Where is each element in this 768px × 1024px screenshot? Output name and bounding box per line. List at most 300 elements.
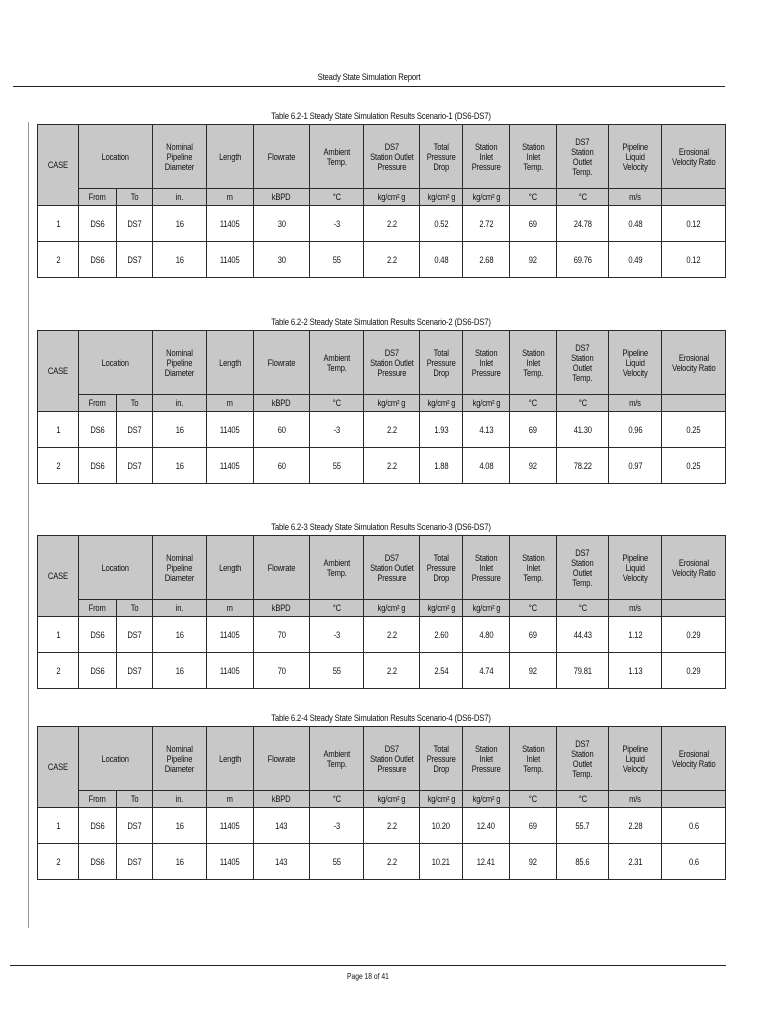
table-cell bbox=[153, 653, 207, 689]
table-cell bbox=[364, 206, 420, 242]
outlet-temp-header-text: DS7 Station Outlet Temp. bbox=[571, 547, 594, 588]
inlet-pressure-header-text: Station Inlet Pressure bbox=[471, 347, 501, 378]
ambient-unit-text: °C bbox=[332, 398, 341, 408]
inlet-temp-unit-text: °C bbox=[528, 192, 538, 202]
table-cell-text: 4.08 bbox=[478, 460, 494, 471]
table-cell bbox=[310, 242, 364, 278]
table-cell bbox=[38, 448, 79, 484]
table-cell-text: 69 bbox=[528, 218, 538, 229]
table-cell-text: DS7 bbox=[127, 254, 142, 265]
results-table-block bbox=[37, 712, 725, 880]
outlet-temp-unit-text: °C bbox=[578, 398, 587, 408]
table-cell-text: 1 bbox=[55, 424, 61, 435]
page-number: Page 18 of 41 bbox=[347, 972, 389, 981]
table-cell bbox=[117, 448, 153, 484]
ambient-temp-header bbox=[310, 536, 364, 600]
results-table bbox=[37, 330, 726, 484]
results-table bbox=[37, 124, 726, 278]
table-cell bbox=[79, 448, 117, 484]
table-cell-text: 69.76 bbox=[573, 254, 592, 265]
table-cell bbox=[463, 448, 510, 484]
length-unit bbox=[207, 600, 254, 617]
table-cell bbox=[463, 844, 510, 880]
length-header bbox=[207, 125, 254, 189]
length-unit-text: m bbox=[226, 398, 234, 408]
table-cell-text: 16 bbox=[175, 665, 184, 676]
outlet-pressure-header bbox=[364, 536, 420, 600]
table-cell bbox=[662, 242, 726, 278]
table-cell-text: 11405 bbox=[220, 820, 240, 831]
table-cell-text: DS6 bbox=[90, 665, 105, 676]
location-header bbox=[79, 727, 153, 791]
inlet-pressure-unit-text: kg/cm² g bbox=[472, 794, 500, 804]
outlet-pressure-unit bbox=[364, 189, 420, 206]
table-cell-text: DS7 bbox=[127, 629, 142, 640]
table-cell bbox=[310, 653, 364, 689]
to-subheader-text: To bbox=[130, 603, 139, 613]
length-unit-text: m bbox=[226, 794, 234, 804]
results-table-block bbox=[37, 521, 725, 689]
table-cell-text: 10.21 bbox=[431, 856, 451, 867]
velocity-unit bbox=[609, 189, 662, 206]
velocity-header bbox=[609, 125, 662, 189]
flowrate-unit bbox=[254, 395, 310, 412]
table-cell bbox=[420, 412, 463, 448]
table-cell-text: 16 bbox=[175, 629, 184, 640]
diameter-unit-text: in. bbox=[175, 398, 184, 408]
table-row bbox=[38, 844, 726, 880]
table-caption: Table 6.2-3 Steady State Simulation Results Scenario-3 (DS6-DS7) bbox=[271, 522, 491, 532]
table-cell bbox=[254, 448, 310, 484]
flowrate-header bbox=[254, 331, 310, 395]
table-cell bbox=[463, 412, 510, 448]
erosional-ratio-header bbox=[662, 536, 726, 600]
table-cell bbox=[609, 808, 662, 844]
pressure-drop-header-text: Total Pressure Drop bbox=[426, 347, 456, 378]
header-row bbox=[38, 536, 726, 600]
ambient-temp-header-text: Ambient Temp. bbox=[323, 748, 350, 769]
table-cell-text: 24.78 bbox=[573, 218, 592, 229]
table-cell bbox=[254, 653, 310, 689]
table-cell-text: DS7 bbox=[127, 665, 142, 676]
table-cell-text: 55 bbox=[332, 254, 341, 265]
table-cell-text: 2.28 bbox=[627, 820, 643, 831]
table-cell-text: 16 bbox=[175, 424, 184, 435]
table-cell bbox=[557, 808, 609, 844]
table-cell-text: 1.88 bbox=[433, 460, 449, 471]
from-subheader bbox=[79, 395, 117, 412]
table-cell-text: 2.2 bbox=[386, 629, 397, 640]
table-cell-text: DS7 bbox=[127, 856, 142, 867]
pressure-drop-unit bbox=[420, 791, 463, 808]
inlet-temp-unit bbox=[510, 791, 557, 808]
table-cell-text: 12.41 bbox=[476, 856, 496, 867]
pressure-drop-header bbox=[420, 331, 463, 395]
diameter-unit bbox=[153, 395, 207, 412]
table-cell-text: 2 bbox=[55, 254, 61, 265]
report-title: Steady State Simulation Report bbox=[317, 72, 421, 82]
table-cell-text: 11405 bbox=[220, 218, 240, 229]
table-cell bbox=[557, 617, 609, 653]
velocity-unit bbox=[609, 600, 662, 617]
results-table-block bbox=[37, 110, 725, 278]
outlet-pressure-header-text: DS7 Station Outlet Pressure bbox=[369, 141, 414, 172]
table-cell bbox=[510, 448, 557, 484]
table-cell-text: 4.74 bbox=[478, 665, 494, 676]
erosional-ratio-header bbox=[662, 727, 726, 791]
inlet-pressure-unit bbox=[463, 395, 510, 412]
inlet-pressure-unit bbox=[463, 791, 510, 808]
outlet-pressure-header-text: DS7 Station Outlet Pressure bbox=[369, 347, 414, 378]
table-cell bbox=[38, 808, 79, 844]
table-cell bbox=[117, 617, 153, 653]
table-cell bbox=[662, 412, 726, 448]
location-header bbox=[79, 331, 153, 395]
table-cell-text: 1.12 bbox=[627, 629, 643, 640]
units-row bbox=[38, 395, 726, 412]
inlet-pressure-header-text: Station Inlet Pressure bbox=[471, 743, 501, 774]
inlet-pressure-unit-text: kg/cm² g bbox=[472, 603, 500, 613]
inlet-temp-header bbox=[510, 536, 557, 600]
case-header-text: CASE bbox=[48, 571, 68, 581]
table-cell bbox=[557, 412, 609, 448]
table-cell-text: 16 bbox=[175, 254, 184, 265]
table-cell bbox=[79, 653, 117, 689]
outlet-pressure-header-text: DS7 Station Outlet Pressure bbox=[369, 552, 414, 583]
table-cell-text: 143 bbox=[275, 856, 288, 867]
case-header bbox=[38, 536, 79, 617]
table-cell-text: 11405 bbox=[220, 665, 240, 676]
table-cell-text: 2.2 bbox=[386, 460, 397, 471]
table-cell-text: -3 bbox=[333, 218, 340, 229]
table-cell-text: 55 bbox=[332, 856, 341, 867]
table-cell-text: 16 bbox=[175, 218, 184, 229]
inlet-pressure-header bbox=[463, 125, 510, 189]
table-cell bbox=[609, 844, 662, 880]
flowrate-header-text: Flowrate bbox=[267, 562, 296, 573]
outlet-pressure-unit bbox=[364, 395, 420, 412]
results-table bbox=[37, 726, 726, 880]
case-header bbox=[38, 125, 79, 206]
table-row bbox=[38, 412, 726, 448]
velocity-header-text: Pipeline Liquid Velocity bbox=[622, 552, 648, 583]
table-cell bbox=[364, 448, 420, 484]
table-cell-text: 11405 bbox=[220, 424, 240, 435]
to-subheader-text: To bbox=[130, 794, 139, 804]
velocity-header-text: Pipeline Liquid Velocity bbox=[622, 347, 648, 378]
table-cell-text: 78.22 bbox=[573, 460, 592, 471]
outlet-pressure-unit-text: kg/cm² g bbox=[377, 192, 406, 202]
from-subheader-text: From bbox=[89, 794, 106, 804]
table-cell bbox=[117, 844, 153, 880]
inlet-temp-unit-text: °C bbox=[528, 794, 538, 804]
inlet-temp-header bbox=[510, 727, 557, 791]
pressure-drop-header bbox=[420, 125, 463, 189]
outlet-temp-unit bbox=[557, 791, 609, 808]
inlet-temp-unit-text: °C bbox=[528, 398, 538, 408]
table-cell bbox=[207, 653, 254, 689]
table-cell bbox=[510, 617, 557, 653]
case-header-text: CASE bbox=[48, 160, 68, 170]
ambient-unit bbox=[310, 791, 364, 808]
table-cell-text: 1 bbox=[55, 629, 61, 640]
table-cell-text: 16 bbox=[175, 856, 184, 867]
header-row bbox=[38, 331, 726, 395]
table-cell bbox=[117, 242, 153, 278]
outlet-temp-header bbox=[557, 727, 609, 791]
table-cell-text: 11405 bbox=[220, 856, 240, 867]
length-unit-text: m bbox=[226, 603, 234, 613]
table-cell bbox=[254, 242, 310, 278]
table-row bbox=[38, 242, 726, 278]
table-cell bbox=[364, 808, 420, 844]
case-header bbox=[38, 727, 79, 808]
erosional-unit bbox=[662, 791, 726, 808]
table-cell bbox=[310, 844, 364, 880]
table-cell bbox=[153, 617, 207, 653]
table-cell-text: 69 bbox=[528, 629, 538, 640]
inlet-temp-unit bbox=[510, 189, 557, 206]
pressure-drop-unit-text: kg/cm² g bbox=[427, 398, 455, 408]
pressure-drop-unit-text: kg/cm² g bbox=[427, 192, 455, 202]
table-cell bbox=[207, 844, 254, 880]
table-cell bbox=[609, 448, 662, 484]
length-unit bbox=[207, 395, 254, 412]
diameter-header bbox=[153, 536, 207, 600]
table-cell bbox=[364, 653, 420, 689]
table-cell bbox=[117, 412, 153, 448]
table-cell-text: 11405 bbox=[220, 629, 240, 640]
table-cell bbox=[510, 412, 557, 448]
from-subheader-text: From bbox=[89, 603, 106, 613]
velocity-unit-text: m/s bbox=[629, 794, 641, 804]
erosional-ratio-header-text: Erosional Velocity Ratio bbox=[671, 146, 716, 167]
table-cell bbox=[662, 808, 726, 844]
table-cell bbox=[510, 653, 557, 689]
erosional-unit bbox=[662, 600, 726, 617]
table-cell-text: 143 bbox=[275, 820, 288, 831]
pressure-drop-header bbox=[420, 727, 463, 791]
velocity-unit-text: m/s bbox=[629, 398, 641, 408]
table-cell bbox=[420, 808, 463, 844]
table-cell-text: 2.2 bbox=[386, 856, 397, 867]
table-cell-text: 16 bbox=[175, 820, 184, 831]
table-cell-text: 70 bbox=[277, 665, 286, 676]
outlet-pressure-header bbox=[364, 125, 420, 189]
outlet-temp-header-text: DS7 Station Outlet Temp. bbox=[571, 136, 594, 177]
from-subheader bbox=[79, 791, 117, 808]
table-cell-text: 1.93 bbox=[433, 424, 449, 435]
table-cell bbox=[463, 617, 510, 653]
length-unit bbox=[207, 189, 254, 206]
table-cell bbox=[557, 206, 609, 242]
erosional-ratio-header bbox=[662, 331, 726, 395]
table-cell-text: 0.48 bbox=[627, 218, 643, 229]
table-cell bbox=[79, 206, 117, 242]
to-subheader bbox=[117, 600, 153, 617]
inlet-temp-header-text: Station Inlet Temp. bbox=[521, 552, 545, 583]
table-cell bbox=[117, 808, 153, 844]
inlet-pressure-header bbox=[463, 727, 510, 791]
table-cell-text: 12.40 bbox=[476, 820, 496, 831]
ambient-unit-text: °C bbox=[332, 192, 341, 202]
table-cell-text: 2.2 bbox=[386, 820, 397, 831]
from-subheader-text: From bbox=[89, 398, 106, 408]
table-cell bbox=[662, 206, 726, 242]
location-header bbox=[79, 536, 153, 600]
header-row bbox=[38, 125, 726, 189]
table-cell-text: 41.30 bbox=[573, 424, 592, 435]
length-header bbox=[207, 727, 254, 791]
table-cell bbox=[79, 412, 117, 448]
outlet-temp-unit bbox=[557, 189, 609, 206]
length-unit bbox=[207, 791, 254, 808]
ambient-unit-text: °C bbox=[332, 603, 341, 613]
ambient-unit bbox=[310, 189, 364, 206]
from-subheader bbox=[79, 189, 117, 206]
erosional-ratio-header-text: Erosional Velocity Ratio bbox=[671, 557, 716, 578]
units-row bbox=[38, 600, 726, 617]
table-cell-text: 70 bbox=[277, 629, 286, 640]
header-row bbox=[38, 727, 726, 791]
table-cell bbox=[364, 617, 420, 653]
to-subheader-text: To bbox=[130, 192, 139, 202]
case-header-text: CASE bbox=[48, 762, 68, 772]
inlet-pressure-unit bbox=[463, 600, 510, 617]
table-cell-text: -3 bbox=[333, 629, 340, 640]
flowrate-unit-text: kBPD bbox=[272, 603, 291, 613]
table-cell-text: 30 bbox=[277, 218, 286, 229]
flowrate-unit bbox=[254, 791, 310, 808]
table-cell-text: 2.2 bbox=[386, 218, 397, 229]
table-cell-text: 2.72 bbox=[478, 218, 494, 229]
ambient-temp-header-text: Ambient Temp. bbox=[323, 352, 350, 373]
inlet-temp-header-text: Station Inlet Temp. bbox=[521, 743, 545, 774]
table-cell bbox=[207, 242, 254, 278]
inlet-temp-header-text: Station Inlet Temp. bbox=[521, 347, 545, 378]
table-cell-text: 4.80 bbox=[478, 629, 494, 640]
table-cell bbox=[38, 617, 79, 653]
table-cell-text: 55.7 bbox=[575, 820, 590, 831]
table-cell bbox=[79, 808, 117, 844]
table-cell bbox=[153, 808, 207, 844]
table-cell bbox=[207, 617, 254, 653]
table-cell-text: 0.12 bbox=[686, 254, 701, 265]
case-header-text: CASE bbox=[48, 366, 68, 376]
location-header-text: Location bbox=[101, 151, 130, 162]
table-cell-text: 10.20 bbox=[431, 820, 451, 831]
erosional-unit bbox=[662, 395, 726, 412]
table-cell bbox=[510, 242, 557, 278]
table-cell-text: 2.2 bbox=[386, 424, 397, 435]
ambient-temp-header bbox=[310, 727, 364, 791]
outlet-temp-header-text: DS7 Station Outlet Temp. bbox=[571, 342, 594, 383]
inlet-pressure-unit-text: kg/cm² g bbox=[472, 398, 500, 408]
table-cell bbox=[463, 242, 510, 278]
table-cell-text: 1.13 bbox=[627, 665, 643, 676]
table-cell bbox=[420, 206, 463, 242]
to-subheader-text: To bbox=[130, 398, 139, 408]
velocity-header bbox=[609, 536, 662, 600]
table-cell bbox=[364, 844, 420, 880]
to-subheader bbox=[117, 189, 153, 206]
table-cell-text: 69 bbox=[528, 820, 538, 831]
table-cell bbox=[38, 653, 79, 689]
table-cell bbox=[38, 844, 79, 880]
inlet-temp-header-text: Station Inlet Temp. bbox=[521, 141, 545, 172]
outlet-pressure-unit-text: kg/cm² g bbox=[377, 794, 406, 804]
table-cell-text: 0.52 bbox=[433, 218, 449, 229]
table-cell bbox=[609, 206, 662, 242]
diameter-header bbox=[153, 125, 207, 189]
table-cell-text: 1 bbox=[55, 820, 61, 831]
table-cell bbox=[310, 617, 364, 653]
flowrate-header bbox=[254, 125, 310, 189]
table-cell-text: 16 bbox=[175, 460, 184, 471]
table-cell bbox=[557, 844, 609, 880]
table-cell bbox=[420, 844, 463, 880]
table-cell bbox=[153, 448, 207, 484]
outlet-temp-unit bbox=[557, 395, 609, 412]
outlet-temp-unit bbox=[557, 600, 609, 617]
table-cell bbox=[38, 242, 79, 278]
table-cell-text: 92 bbox=[528, 665, 538, 676]
table-cell-text: DS6 bbox=[90, 629, 105, 640]
outlet-pressure-unit bbox=[364, 791, 420, 808]
table-cell bbox=[207, 808, 254, 844]
outlet-temp-header-text: DS7 Station Outlet Temp. bbox=[571, 738, 594, 779]
length-header-text: Length bbox=[218, 753, 242, 764]
table-cell-text: 0.29 bbox=[686, 629, 701, 640]
to-subheader bbox=[117, 791, 153, 808]
table-cell bbox=[310, 808, 364, 844]
diameter-unit-text: in. bbox=[175, 603, 184, 613]
table-row bbox=[38, 808, 726, 844]
table-cell bbox=[510, 808, 557, 844]
table-cell-text: 92 bbox=[528, 254, 538, 265]
from-subheader bbox=[79, 600, 117, 617]
erosional-unit bbox=[662, 189, 726, 206]
units-row bbox=[38, 189, 726, 206]
table-cell bbox=[310, 448, 364, 484]
table-cell-text: 55 bbox=[332, 460, 341, 471]
table-cell-text: 1 bbox=[55, 218, 61, 229]
location-header-text: Location bbox=[101, 357, 130, 368]
pressure-drop-header-text: Total Pressure Drop bbox=[426, 552, 456, 583]
inlet-temp-unit bbox=[510, 395, 557, 412]
table-cell-text: 2 bbox=[55, 460, 61, 471]
table-cell-text: 92 bbox=[528, 856, 538, 867]
left-margin-rule bbox=[28, 122, 29, 928]
erosional-ratio-header-text: Erosional Velocity Ratio bbox=[671, 748, 716, 769]
erosional-ratio-header bbox=[662, 125, 726, 189]
outlet-pressure-header bbox=[364, 331, 420, 395]
table-cell bbox=[463, 206, 510, 242]
table-cell-text: DS7 bbox=[127, 424, 142, 435]
velocity-unit bbox=[609, 791, 662, 808]
table-cell-text: 0.49 bbox=[627, 254, 643, 265]
report-header bbox=[13, 70, 725, 87]
table-cell-text: 0.48 bbox=[433, 254, 449, 265]
table-cell bbox=[207, 412, 254, 448]
table-cell-text: DS6 bbox=[90, 460, 105, 471]
outlet-pressure-header-text: DS7 Station Outlet Pressure bbox=[369, 743, 414, 774]
table-cell bbox=[153, 844, 207, 880]
table-row bbox=[38, 653, 726, 689]
table-cell-text: DS7 bbox=[127, 820, 142, 831]
table-cell-text: 2.54 bbox=[433, 665, 449, 676]
table-cell bbox=[609, 242, 662, 278]
